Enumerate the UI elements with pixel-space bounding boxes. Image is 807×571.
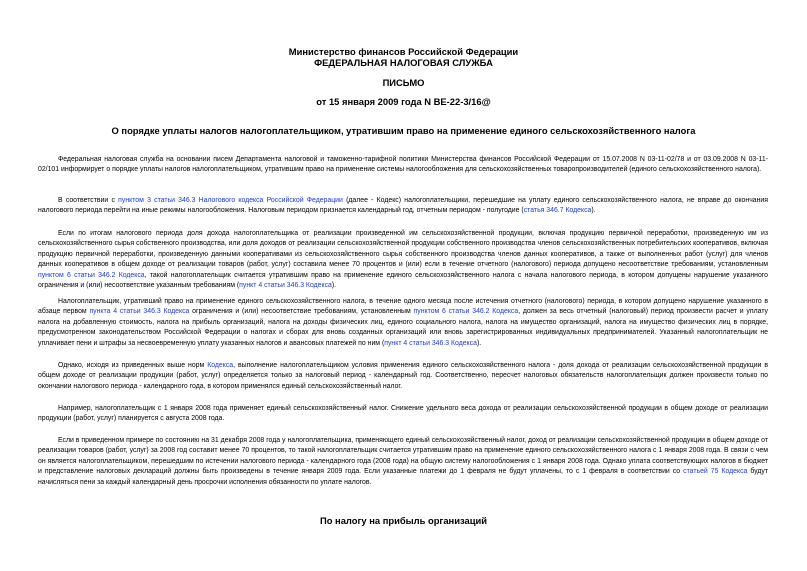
paragraph-text: ).	[476, 339, 482, 347]
link-art-346-3-p3[interactable]: пунктом 3 статьи 346.3 Налогового кодекса Российской Федерации	[118, 197, 343, 204]
paragraph-loss-of-right	[38, 229, 768, 291]
paragraph-text: ).	[591, 207, 596, 215]
link-art-346-2-p6[interactable]: пунктом 6 статьи 346.2 Кодекса	[38, 271, 145, 279]
paragraph-text: (далее - Кодекс) налогоплательщики, перешедшие на уплату единого сельскохозяйственного налога, не вправе до окончания налогового периода перейти на иные режимы налогообложения. Налоговым периодом признается календарный год, отчетным периодом - полугодие (	[38, 197, 768, 215]
paragraph-text: Однако, исходя из приведенных выше норм	[58, 362, 208, 369]
paragraph-text: , выполнение налогоплательщиком условия применения единого сельскохозяйственного налога - доля дохода от реализации сельскохозяйственной продукции в общем доходе от реализации продукции (работ, услуг) определяется только за налоговый период - календарный год. Соответственно, пересчет налоговых обязательств налогоплательщик должен произвести только по окончании налогового периода - календарного года, в котором применялся единый сельскохозяйственный налог.	[38, 362, 768, 390]
paragraph-text: Если в приведенном примере по состоянию на 31 декабря 2008 года у налогоплательщика, применяющего единый сельскохозяйственный налог, доход от реализации сельскохозяйственной продукции в общем доходе от реализации товаров (работ, услуг) за 2008 год составит менее 70 процентов, то такой налогоплательщик считается утратившим право на применение единого сельскохозяйственного налога с 1 января 2008 года. В связи с чем он является налогоплательщиком, перешедшим по истечении налогового периода - календарного года (2008 года) на общую систему налогообложения с 1 января 2008 года. Однако уплата соответствующих налогов в бюджет и представление налоговых деклараций должны быть произведены в течение января 2009 года. Если указанные платежи до 1 февраля не будут уплачены, то с 1 февраля в соответствии со	[38, 437, 768, 476]
paragraph-intro	[38, 155, 768, 176]
paragraph-art-346-3	[38, 196, 768, 217]
link-art-75[interactable]: статьей 75 Кодекса	[683, 468, 748, 476]
paragraph-text: Если по итогам налогового периода доля дохода налогоплательщика от реализации произведенной им сельскохозяйственной продукции, включая продукцию первичной переработки, произведенную им из сельскохозяйственного сырья собственного производства, или доля доходов от реализации сельскохозяйственной продукции собственного производства членов сельскохозяйственных потребительских кооперативов, включая продукцию первичной переработки, произведенную данными кооперативами из сельскохозяйственного сырья собственного производства членов данных кооперативов, а также от выполненных работ (услуг) для членов данных кооперативов в общем доходе от реализации товаров (работ, услуг) составила менее 70 процентов и (или) если в течение отчетного (налогового) периода допущено несоответствие требованиям, установленным	[38, 230, 768, 269]
service-name: ФЕДЕРАЛЬНАЯ НАЛОГОВАЯ СЛУЖБА	[314, 57, 493, 68]
document-subject: О порядке уплаты налогов налогоплательщиком, утратившим право на применение единого сельскохозяйственного налога	[111, 125, 696, 136]
paragraph-text: Например, налогоплательщик с 1 января 2008 года применяет единый сельскохозяйственный налог. Снижение удельного веса дохода от реализации сельскохозяйственной продукции в общем доходе от реализации продукции (работ, услуг) планируется с августа 2008 года.	[38, 405, 768, 423]
paragraph-recalculation	[38, 297, 768, 349]
paragraph-example-details	[38, 436, 768, 488]
paragraph-however	[38, 361, 768, 392]
document-type: ПИСЬМО	[382, 77, 425, 88]
document-date-number: от 15 января 2009 года N ВЕ-22-3/16@	[316, 96, 491, 107]
link-art-346-2-p6[interactable]: пунктом 6 статьи 346.2 Кодекса	[413, 308, 519, 316]
ministry-name: Министерство финансов Российской Федерации	[288, 46, 519, 57]
section-heading: По налогу на прибыль организаций	[319, 515, 488, 526]
link-art-346-3-p4[interactable]: пункт 4 статьи 346.3 Кодекса	[239, 282, 332, 290]
paragraph-text: В соответствии с	[58, 197, 119, 204]
paragraph-text: ).	[331, 282, 337, 290]
paragraph-text: , такой налогоплательщик считается утратившим право на применение единого сельскохозяйственного налога с начала налогового периода, в котором допущены нарушение указанного ограничения и (или) несоответствие указанным требованиям (	[38, 271, 768, 290]
paragraph-text: будут начисляться пени за каждый календарный день просрочки исполнения обязанности по уплате налогов.	[38, 468, 768, 486]
link-code[interactable]: Кодекса	[207, 362, 234, 369]
paragraph-example	[38, 404, 768, 425]
paragraph-text: Федеральная налоговая служба на основании писем Департамента налоговой и таможенно-тарифной политики Министерства финансов Российской Федерации от 15.07.2008 N 03-11-02/78 и от 03.09.2008 N 03-11-02/101 информирует о порядке уплаты налогов налогоплательщиком, утратившим право на применение системы налогообложения для сельскохозяйственных товаропроизводителей (единого сельскохозяйственного налога).	[38, 156, 768, 174]
paragraph-text: , должен за весь отчетный (налоговый) период произвести расчет и уплату налога на добавленную стоимость, налога на прибыль организаций, налога на доходы физических лиц, единого социального налога, налога на имущество организаций, налога на имущество физических лиц в порядке, предусмотренном законодательством Российской Федерации о налогах и сборах для вновь созданных организаций или вновь зарегистрированных индивидуальных предпринимателей. Указанный налогоплательщик не уплачивает пени и штрафы за несвоевременную уплату указанных налогов и авансовых платежей по ним (	[38, 308, 768, 347]
link-art-346-3-p4[interactable]: пункт 4 статьи 346.3 Кодекса	[384, 339, 477, 347]
link-art-346-7[interactable]: статья 346.7 Кодекса	[523, 207, 592, 215]
paragraph-text: ограничения и (или) несоответствие требованиям, установленным	[189, 308, 414, 316]
paragraph-text: Налогоплательщик, утративший право на применение единого сельскохозяйственного налога, в течение одного месяца после истечения отчетного (налогового) периода, в котором допущено нарушение указанного в абзаце первом	[38, 298, 768, 316]
link-art-346-3-p4[interactable]: пункта 4 статьи 346.3 Кодекса	[89, 308, 190, 316]
